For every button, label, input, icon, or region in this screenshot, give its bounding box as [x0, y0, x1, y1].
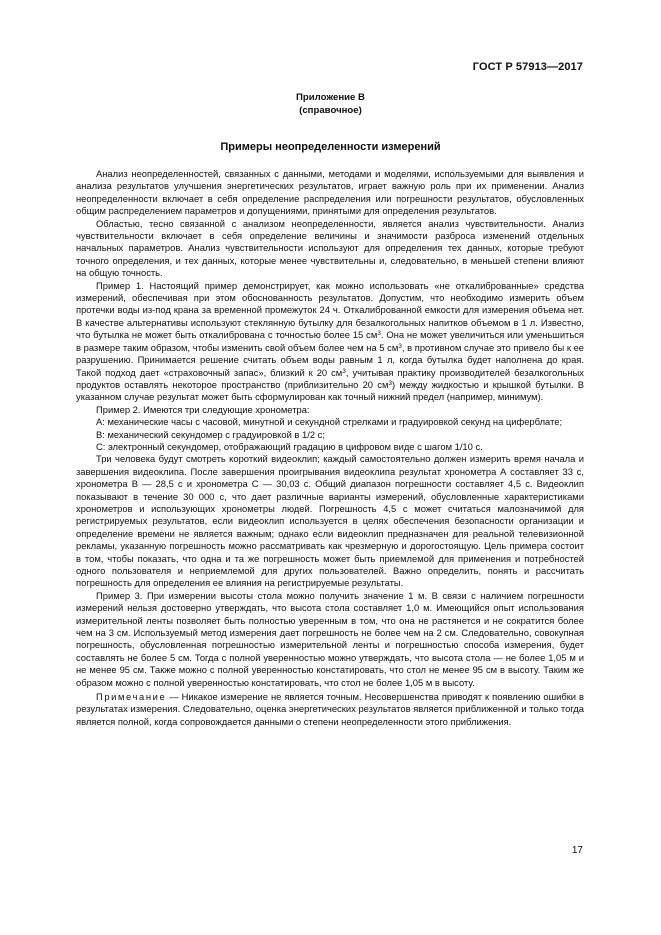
appendix-subtitle: (справочное)	[299, 105, 362, 116]
example-1-part-a: Пример 1. Настоящий пример демонстрирует, как можно использовать «не откалиброванные» средства измерений, обеспечивая при этом обоснованность результатов. Допустим, что необходимо измерить объем протечки воды из-под крана за временной промежуток 24 ч. Откалиброванной емкости для измерения объема нет. В качестве альтернативы используют стеклянную бутылку для безалкогольных напитков объемом в 1 л. Известно, что бутылка не может быть откалибрована с точностью более 15 см	[76, 279, 584, 341]
paragraph-intro: Анализ неопределенностей, связанных с данными, методами и моделями, используемыми для выявления и анализа результатов улучшения энергетических результатов, играет важную роль при их применении. Анализ неопределенности включает в себя определение распределения или погрешности результатов, обусловленных общим распределением параметров и допущениями, принятыми для определения результатов.	[76, 168, 584, 217]
body-text	[76, 168, 584, 728]
superscript-3: 3	[388, 379, 393, 387]
paragraph-example-1	[76, 280, 584, 404]
superscript-3: 3	[377, 330, 381, 338]
paragraph-example-3: Пример 3. При измерении высоты стола можно получить значение 1 м. В связи с наличием погрешности измерений нельзя достоверно утверждать, что высота стола составляет 1,0 м. Имеющийся опыт использования измерительной ленты позволяет быть полностью уверенным в том, что она не растянется и не сократится более чем на 3 см. Используемый метод измерения дает погрешность не более чем на 2 см. Следовательно, совокупная погрешность, обусловленная погрешностью измерительной ленты и погрешностью способа измерения, будет составлять не более 5 см. Тогда с полной уверенностью можно утверждать, что высота стола — не более 1,05 м и не менее 95 см. Также можно с полной уверенностью констатировать, что стол не менее 95 см в высоту. Таким же образом можно с полной уверенностью констатировать, что стол не более 1,05 м в высоту.	[76, 589, 584, 688]
note	[76, 691, 584, 728]
superscript-3: 3	[342, 367, 346, 375]
page-number: 17	[571, 845, 583, 856]
section-heading: Примеры неопределенности измерений	[220, 141, 441, 153]
list-item-chronometer-a: А: механические часы с часовой, минутной и секундной стрелками и градуировкой секунд на циферблате;	[96, 416, 563, 428]
paragraph-example-2: Пример 2. Имеются три следующие хронометра:	[96, 403, 310, 415]
note-label: Примечание	[96, 691, 167, 703]
superscript-3: 3	[398, 342, 402, 350]
note-text: — Никакое измерение не является точным. Несовершенства приводят к появлению ошибки в результатах измерения. Следовательно, оценка энергетических результатов является приближенной и только тогда является полной, когда сопровождается данными о степени неопределенности этого приближения.	[76, 691, 584, 727]
example-1-part-e: ) между жидкостью и крышкой бутылки. В указанном случае результат может быть сформулирован как точный нижний предел (например, минимум).	[76, 378, 584, 403]
standard-designation: ГОСТ Р 57913—2017	[472, 61, 583, 73]
example-1-part-c: , в противном случае это привело бы к ее разрушению. Принимается решение считать объем воды равным 1 л, когда бутылка будет наполнена до края. Такой подход дает «страховочный запас», близкий к 20 см	[76, 341, 584, 378]
list-item-chronometer-b: В: механический секундомер с градуировкой в 1/2 с;	[96, 428, 325, 440]
example-1-part-b: . Она не может увеличиться или уменьшиться в размере таким образом, чтобы изменить свой объем более чем на 5 см	[76, 329, 584, 353]
list-item-chronometer-c: С: электронный секундомер, отображающий градацию в цифровом виде с шагом 1/10 с.	[96, 440, 483, 452]
appendix-title: Приложение В	[296, 92, 365, 103]
paragraph-sensitivity: Областью, тесно связанной с анализом неопределенности, является анализ чувствительности. Анализ чувствительности включает в себя определение величины и значимости разброса изменений отдельных начальных параметров. Анализ чувствительности используют для определения тех данных, которые требуют точного определения, и тех данных, которые менее чувствительны и, следовательно, в меньшей степени влияют на общую точность.	[76, 217, 584, 279]
paragraph-video-clip: Три человека будут смотреть короткий видеоклип; каждый самостоятельно должен измерить время начала и завершения видеоклипа. После завершения проигрывания видеоклипа результат хронометра А составляет 33 с, хронометра В — 28,5 с и хронометра С — 30,03 с. Общий диапазон погрешности составляет 4,5 с. Видеоклип показывают в течение 30 000 с, что дает различные варианты измерений, обусловленные характеристиками хронометров и использующих хронометры людей. Погрешность 4,5 с может считаться малозначимой для регистрируемых результатов, если видеоклип используется в целях обеспечения безопасности организации и определение времени не является важным; однако если видеоклип предназначен для реальной телевизионной рекламы, указанную погрешность можно рассматривать как чрезмерную и дорогостоящую. Цель примера состоит в том, чтобы показать, что одна и та же погрешность может быть приемлемой для применения и потребностей одного пользователя и неприемлемой для других пользователей. Важно определить, понять и рассчитать погрешность для определения ее влияния на регистрируемые результаты.	[76, 453, 584, 589]
appendix-title-block	[0, 91, 661, 117]
example-1-part-d: , учитывая практику производителей безалкогольных продуктов оставлять некоторое пространство (приблизительно 20 см	[76, 366, 584, 390]
